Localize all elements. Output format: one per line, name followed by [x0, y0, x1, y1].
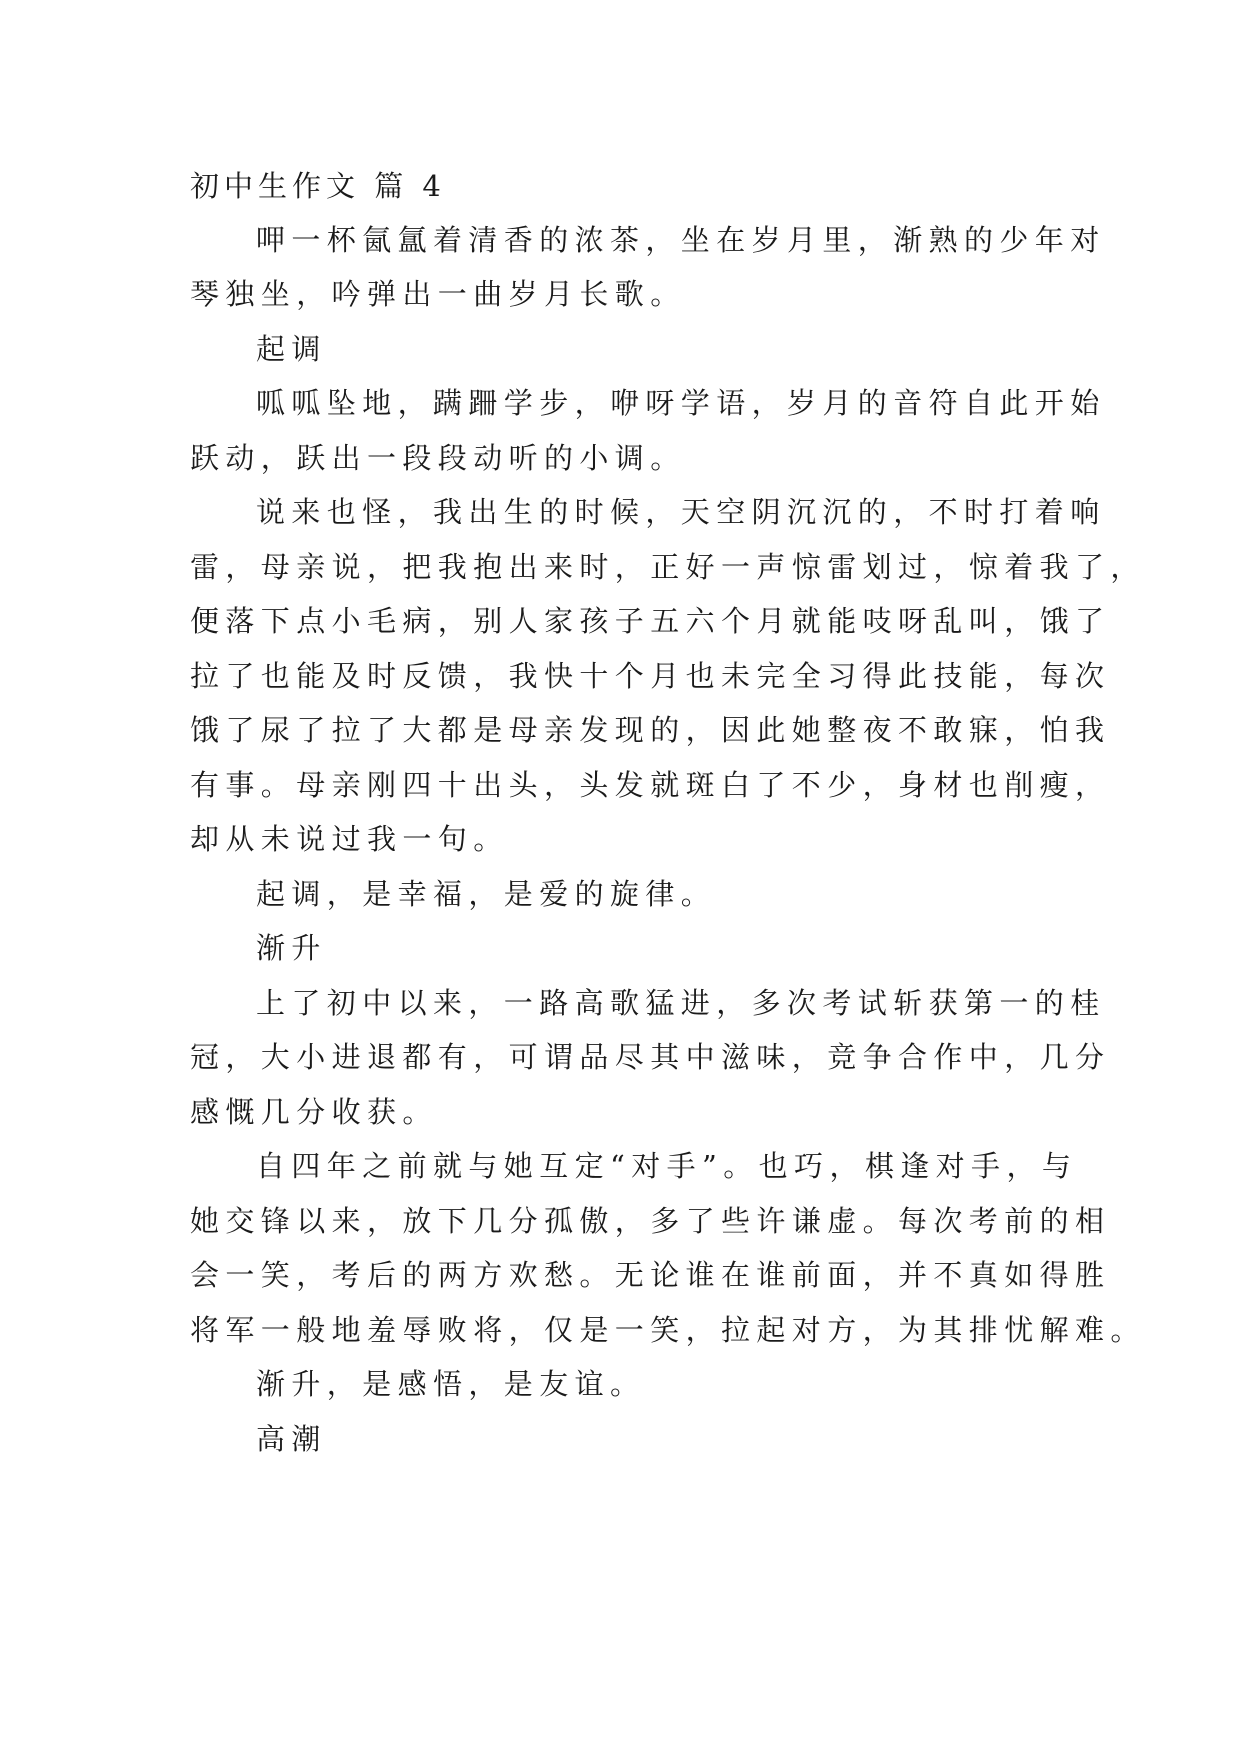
paragraph-line: 会一笑，考后的两方欢愁。无论谁在谁前面，并不真如得胜	[190, 1258, 1111, 1292]
paragraph-line: 起调，是幸福，是爱的旋律。	[256, 877, 717, 911]
paragraph-line: 却从未说过我一句。	[190, 822, 509, 856]
section-heading: 渐升	[256, 931, 327, 965]
section-heading: 高潮	[256, 1422, 327, 1456]
paragraph-line: 呱呱坠地，蹒跚学步，咿呀学语，岁月的音符自此开始	[256, 386, 1106, 420]
paragraph-line: 她交锋以来，放下几分孤傲，多了些许谦虚。每次考前的相	[190, 1204, 1111, 1238]
paragraph-line: 雷，母亲说，把我抱出来时，正好一声惊雷划过，惊着我了，	[190, 550, 1146, 584]
section-heading: 起调	[256, 332, 327, 366]
paragraph-line: 饿了尿了拉了大都是母亲发现的，因此她整夜不敢寐，怕我	[190, 713, 1111, 747]
paragraph-line: 呷一杯氤氲着清香的浓茶，坐在岁月里，渐熟的少年对	[256, 223, 1106, 257]
paragraph-line: 将军一般地羞辱败将，仅是一笑，拉起对方，为其排忧解难。	[190, 1313, 1146, 1347]
document-title: 初中生作文 篇 4	[190, 169, 446, 203]
paragraph-line: 便落下点小毛病，别人家孩子五六个月就能吱呀乱叫，饿了	[190, 604, 1111, 638]
paragraph-line: 有事。母亲刚四十出头，头发就斑白了不少，身材也削瘦，	[190, 768, 1111, 802]
paragraph-line: 拉了也能及时反馈，我快十个月也未完全习得此技能，每次	[190, 659, 1111, 693]
paragraph-line: 跃动，跃出一段段动听的小调。	[190, 441, 686, 475]
paragraph-line: 上了初中以来，一路高歌猛进，多次考试斩获第一的桂	[256, 986, 1106, 1020]
paragraph-line: 感慨几分收获。	[190, 1095, 438, 1129]
paragraph-line: 琴独坐，吟弹出一曲岁月长歌。	[190, 277, 686, 311]
paragraph-line: 渐升，是感悟，是友谊。	[256, 1367, 646, 1401]
paragraph-line: 说来也怪，我出生的时候，天空阴沉沉的，不时打着响	[256, 495, 1106, 529]
paragraph-line: 冠，大小进退都有，可谓品尽其中滋味，竞争合作中，几分	[190, 1040, 1111, 1074]
paragraph-line: 自四年之前就与她互定“对手”。也巧，棋逢对手，与	[256, 1149, 1078, 1183]
